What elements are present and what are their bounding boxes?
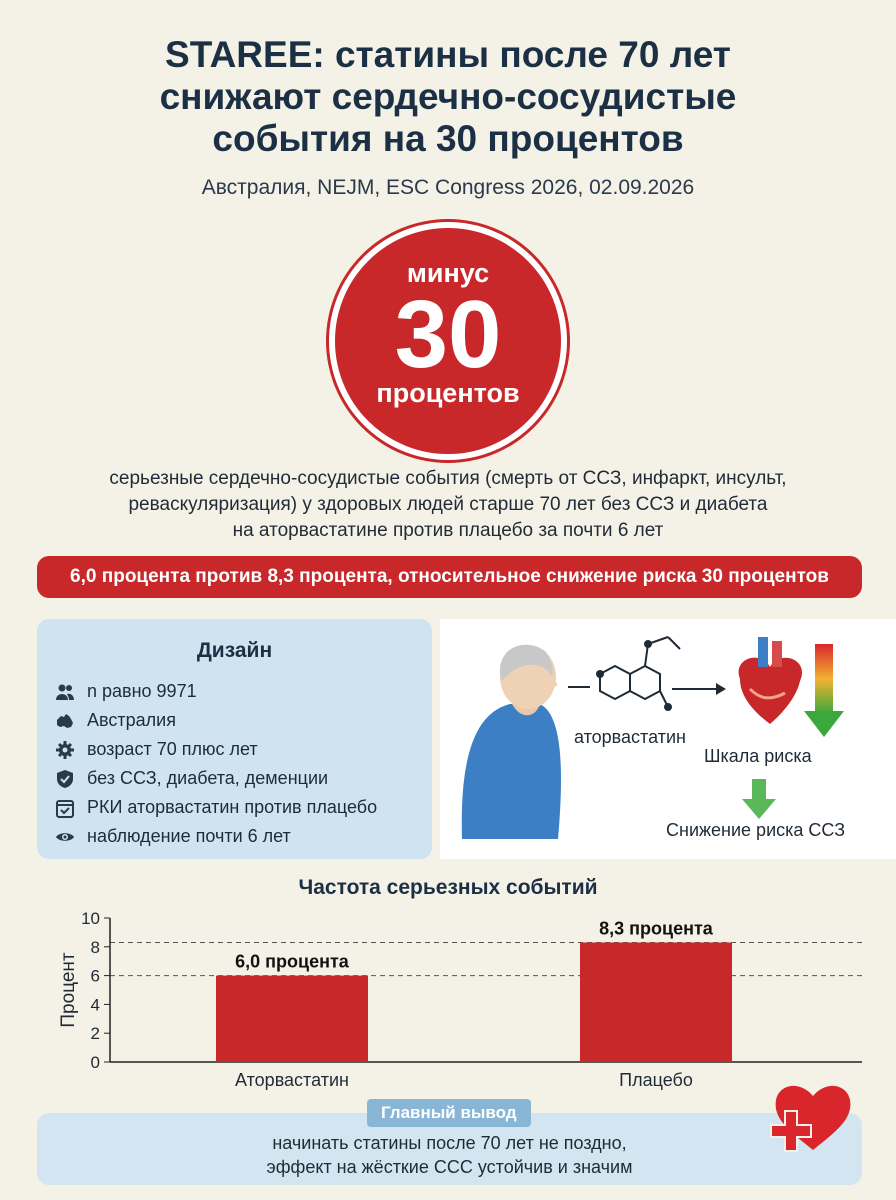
shield-check-icon	[55, 769, 75, 789]
bar-chart	[0, 900, 896, 1100]
design-item-label: n равно 9971	[87, 681, 197, 701]
y-axis-label: Процент	[58, 952, 79, 1028]
atorvastatin-molecule-icon	[597, 637, 680, 710]
down-arrow-icon	[742, 779, 776, 819]
eye-icon	[55, 827, 75, 847]
age-gear-icon	[55, 740, 75, 760]
bar	[580, 942, 732, 1062]
title-line-3: события на 30 процентов	[212, 118, 684, 159]
y-tick-label: 0	[90, 1053, 100, 1072]
conclusion-line-1: начинать статины после 70 лет не поздно,	[272, 1133, 627, 1153]
chart-title: Частота серьезных событий	[298, 876, 598, 899]
design-item	[55, 706, 377, 735]
y-tick-label: 10	[81, 909, 100, 928]
heart-anatomy-icon	[739, 637, 802, 724]
title-line-1: STAREE: статины после 70 лет	[165, 34, 731, 75]
people-icon	[55, 682, 75, 702]
y-tick-label: 2	[90, 1024, 100, 1044]
calendar-check-icon	[55, 798, 75, 818]
title-line-2: снижают сердечно-сосудистые	[159, 76, 737, 117]
design-item	[55, 735, 377, 764]
badge-bottom-text: процентов	[376, 378, 520, 408]
subtitle: Австралия, NEJM, ESC Congress 2026, 02.09.2026	[201, 176, 695, 199]
design-item-label: Австралия	[87, 710, 176, 730]
design-item-label: возраст 70 плюс лет	[87, 739, 258, 759]
data-label: 6,0 процента	[235, 951, 349, 972]
risk-scale-label: Шкала риска	[704, 746, 812, 766]
page-title	[0, 34, 896, 160]
design-item-label: без ССЗ, диабета, деменции	[87, 768, 329, 788]
mechanism-illustration	[440, 619, 896, 859]
risk-scale-icon	[804, 644, 844, 737]
risk-reduction-label: Снижение риска ССЗ	[666, 820, 846, 840]
y-tick-label: 8	[90, 937, 100, 957]
conclusion-text	[37, 1131, 862, 1179]
design-panel	[37, 619, 432, 859]
category-label: Плацебо	[619, 1070, 693, 1090]
design-item	[55, 677, 377, 706]
conclusion-tag: Главный вывод	[367, 1099, 531, 1127]
design-title: Дизайн	[196, 639, 273, 662]
heart-cross-logo-icon	[768, 1078, 858, 1158]
reduction-badge	[329, 222, 567, 460]
data-label: 8,3 процента	[599, 918, 713, 939]
design-item	[55, 822, 377, 851]
australia-map-icon	[55, 711, 75, 731]
badge-number: 30	[394, 281, 502, 388]
elderly-man-icon	[462, 645, 561, 839]
description-line-2: реваскуляризация) у здоровых людей старше 70 лет без ССЗ и диабета	[128, 494, 768, 515]
bar	[216, 976, 368, 1062]
description-line-1: серьезные сердечно-сосудистые события (смерть от ССЗ, инфаркт, инсульт,	[109, 468, 787, 489]
category-label: Аторвастатин	[235, 1070, 349, 1090]
drug-label: аторвастатин	[574, 727, 686, 747]
design-item-label: наблюдение почти 6 лет	[87, 826, 291, 846]
result-banner: 6,0 процента против 8,3 процента, относительное снижение риска 30 процентов	[37, 556, 862, 598]
design-item	[55, 793, 377, 822]
badge-top-text: минус	[406, 258, 490, 288]
conclusion-panel	[37, 1103, 862, 1185]
description-line-3: на аторвастатине против плацебо за почти 6 лет	[232, 520, 664, 541]
conclusion-line-2: эффект на жёсткие ССС устойчив и значим	[266, 1157, 633, 1177]
design-list	[55, 677, 377, 851]
design-item	[55, 764, 377, 793]
y-tick-label: 4	[90, 995, 100, 1015]
description	[40, 466, 856, 544]
y-tick-label: 6	[90, 966, 100, 986]
design-item-label: РКИ аторвастатин против плацебо	[87, 797, 378, 817]
